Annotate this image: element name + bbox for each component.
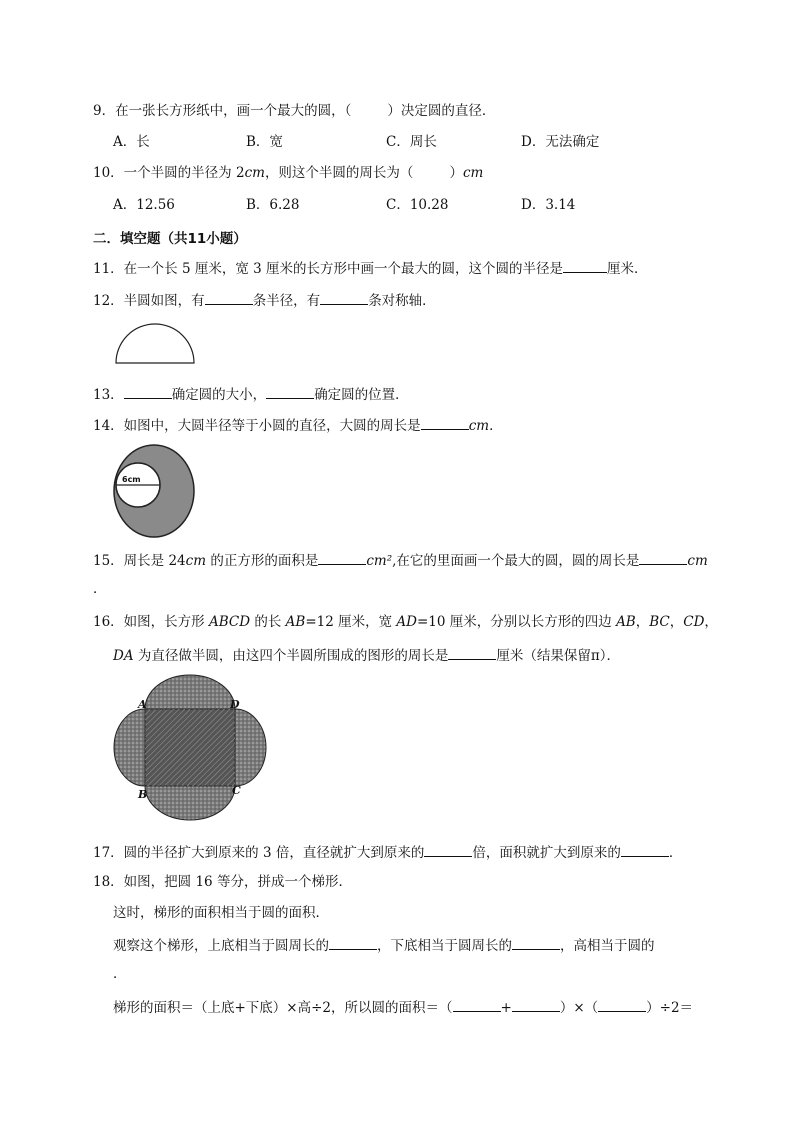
q12-blank-1[interactable] bbox=[205, 290, 253, 305]
q11-blank[interactable] bbox=[563, 258, 607, 273]
diameter-label: 6cm bbox=[122, 475, 141, 484]
q9-option-a[interactable]: A．长 bbox=[113, 134, 150, 150]
question-18-line-5: 梯形的面积＝（上底+下底）×高÷2，所以圆的面积＝（ + ）×（ ）÷2＝ bbox=[113, 997, 693, 1017]
four-semicircles-figure bbox=[112, 674, 270, 824]
q18-blank-1[interactable] bbox=[329, 935, 377, 950]
q17-blank-1[interactable] bbox=[424, 842, 472, 857]
q15-blank-2[interactable] bbox=[639, 550, 687, 565]
question-16-line-1: 16．如图，长方形 ABCD 的长 AB=12 厘米，宽 AD=10 厘米，分别以长方形的四边 AB，BC，CD， bbox=[93, 614, 718, 630]
q18-blank-3[interactable] bbox=[453, 997, 501, 1012]
q17-blank-2[interactable] bbox=[621, 842, 669, 857]
q10-option-a[interactable]: A．12.56 bbox=[113, 197, 175, 213]
question-12: 12．半圆如图，有 条半径，有 条对称轴． bbox=[93, 290, 436, 310]
question-15-end: ． bbox=[93, 581, 107, 597]
q15-blank-1[interactable] bbox=[318, 550, 366, 565]
q18-blank-5[interactable] bbox=[598, 997, 646, 1012]
q9-option-c[interactable]: C．周长 bbox=[386, 134, 437, 150]
q10-option-c[interactable]: C．10.28 bbox=[386, 197, 449, 213]
question-9: 9．在一张长方形纸中，画一个最大的圆，（ ）决定圆的直径． bbox=[93, 103, 496, 119]
q9-option-d[interactable]: D．无法确定 bbox=[521, 134, 600, 150]
question-18-line-2: 这时，梯形的面积相当于圆的面积． bbox=[113, 905, 329, 921]
q13-blank-1[interactable] bbox=[124, 384, 172, 399]
section-fill-in-title: 二．填空题（共11小题） bbox=[93, 231, 247, 247]
q9-option-b[interactable]: B．宽 bbox=[246, 134, 283, 150]
q12-blank-2[interactable] bbox=[320, 290, 368, 305]
vertex-label-d: D bbox=[230, 698, 240, 711]
question-18-line-1: 18．如图，把圆 16 等分，拼成一个梯形． bbox=[93, 874, 352, 890]
q10-option-d[interactable]: D．3.14 bbox=[521, 197, 576, 213]
question-17: 17．圆的半径扩大到原来的 3 倍，直径就扩大到原来的 倍，面积就扩大到原来的 ． bbox=[93, 842, 682, 862]
q18-blank-2[interactable] bbox=[512, 935, 560, 950]
vertex-label-a: A bbox=[138, 698, 147, 711]
nested-circles-figure bbox=[112, 443, 196, 539]
question-15: 15．周长是 24cm 的正方形的面积是 cm²,在它的里面画一个最大的圆，圆的周长是 cm bbox=[93, 550, 708, 570]
question-18-line-3: 观察这个梯形，上底相当于圆周长的 ，下底相当于圆周长的 ，高相当于圆的 bbox=[113, 935, 655, 955]
question-11: 11．在一个长 5 厘米，宽 3 厘米的长方形中画一个最大的圆，这个圆的半径是 厘米． bbox=[93, 258, 648, 278]
vertex-label-c: C bbox=[232, 784, 241, 797]
q13-blank-2[interactable] bbox=[266, 384, 314, 399]
semicircle-figure bbox=[113, 322, 197, 366]
vertex-label-b: B bbox=[138, 788, 148, 801]
question-16-line-2: DA 为直径做半圆，由这四个半圆所围成的图形的周长是 厘米（结果保留π）． bbox=[113, 645, 620, 665]
question-10: 10．一个半圆的半径为 2cm，则这个半圆的周长为（ ）cm bbox=[93, 165, 484, 181]
question-14: 14．如图中，大圆半径等于小圆的直径，大圆的周长是 cm． bbox=[93, 415, 503, 435]
q16-blank[interactable] bbox=[448, 645, 496, 660]
question-13: 13． 确定圆的大小， 确定圆的位置． bbox=[93, 384, 409, 404]
q18-blank-4[interactable] bbox=[512, 997, 560, 1012]
q10-option-b[interactable]: B．6.28 bbox=[246, 197, 300, 213]
question-18-line-4: ． bbox=[113, 966, 127, 982]
q14-blank[interactable] bbox=[421, 415, 469, 430]
